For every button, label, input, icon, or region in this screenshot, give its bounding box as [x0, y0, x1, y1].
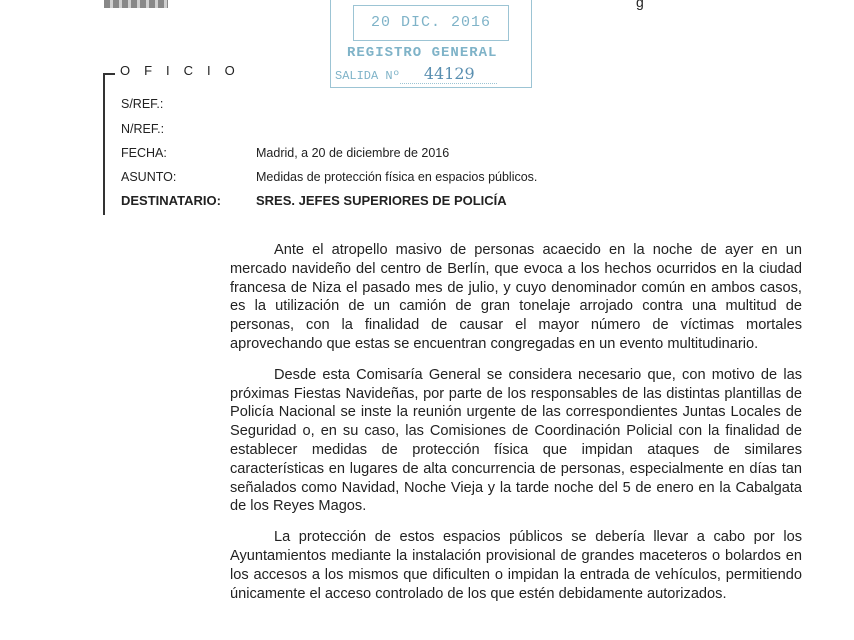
field-sref: [121, 97, 163, 111]
field-value: Medidas de protección física en espacios públicos.: [256, 170, 538, 184]
stamp-registro: REGISTRO GENERAL: [347, 45, 498, 61]
header-bracket: [103, 73, 115, 215]
field-value: SRES. JEFES SUPERIORES DE POLICÍA: [256, 193, 507, 208]
letterhead-fragment: g: [636, 0, 644, 10]
stamp-date: 20 DIC. 2016: [353, 5, 509, 41]
field-value: Madrid, a 20 de diciembre de 2016: [256, 146, 450, 160]
field-nref: [121, 122, 164, 136]
field-label: ASUNTO:: [121, 170, 177, 184]
field-label: N/REF.:: [121, 122, 165, 136]
paragraph: La protección de estos espacios públicos se debería llevar a cabo por los Ayuntamientos mediante la instalación provisional de grandes maceteros o bolardos en los accesos a los mismos que dificulten o impidan la entrada de vehículos, permitiendo únicamente el acceso controlado de los que estén debidamente autorizados.: [230, 529, 802, 602]
document-title: OFICIO: [120, 63, 249, 78]
field-destinatario: [121, 193, 507, 208]
registry-stamp: [330, 0, 532, 88]
coat-of-arms-logo: [104, 0, 168, 8]
letter-body: [230, 241, 802, 615]
stamp-salida-label: SALIDA Nº: [335, 69, 400, 83]
paragraph: Ante el atropello masivo de personas acaecido en la noche de ayer en un mercado navideño del centro de Berlín, que evoca a los hechos ocurridos en la ciudad francesa de Niza el pasado mes de julio, y cuyo denominador común en ambos casos, es la utilización de un camión de gran tonelaje arrojado contra una multitud de personas, con la finalidad de causar el mayor número de víctimas mortales aprovechando que estas se encuentran congregadas en un evento multitudinario.: [230, 242, 802, 352]
field-asunto: [121, 170, 538, 184]
paragraph: Desde esta Comisaría General se considera necesario que, con motivo de las próximas Fiestas Navideñas, por parte de los responsables de las distintas plantillas de Policía Nacional se inste la reunión urgente de las correspondientes Juntas Locales de Seguridad o, en su caso, las Comisiones de Coordinación Policial con la finalidad de establecer medidas de protección física que impidan ataques de similares características en lugares de alta concurrencia de personas, especialmente en días tan señalados como Navidad, Noche Vieja y la tarde noche del 5 de enero en la Cabalgata de los Reyes Magos.: [230, 366, 802, 515]
field-label: FECHA:: [121, 146, 167, 160]
field-label: DESTINATARIO:: [121, 193, 221, 208]
stamp-salida: [335, 64, 497, 86]
field-fecha: [121, 146, 450, 160]
stamp-salida-number: 44129: [400, 64, 497, 84]
field-label: S/REF.:: [121, 97, 164, 111]
